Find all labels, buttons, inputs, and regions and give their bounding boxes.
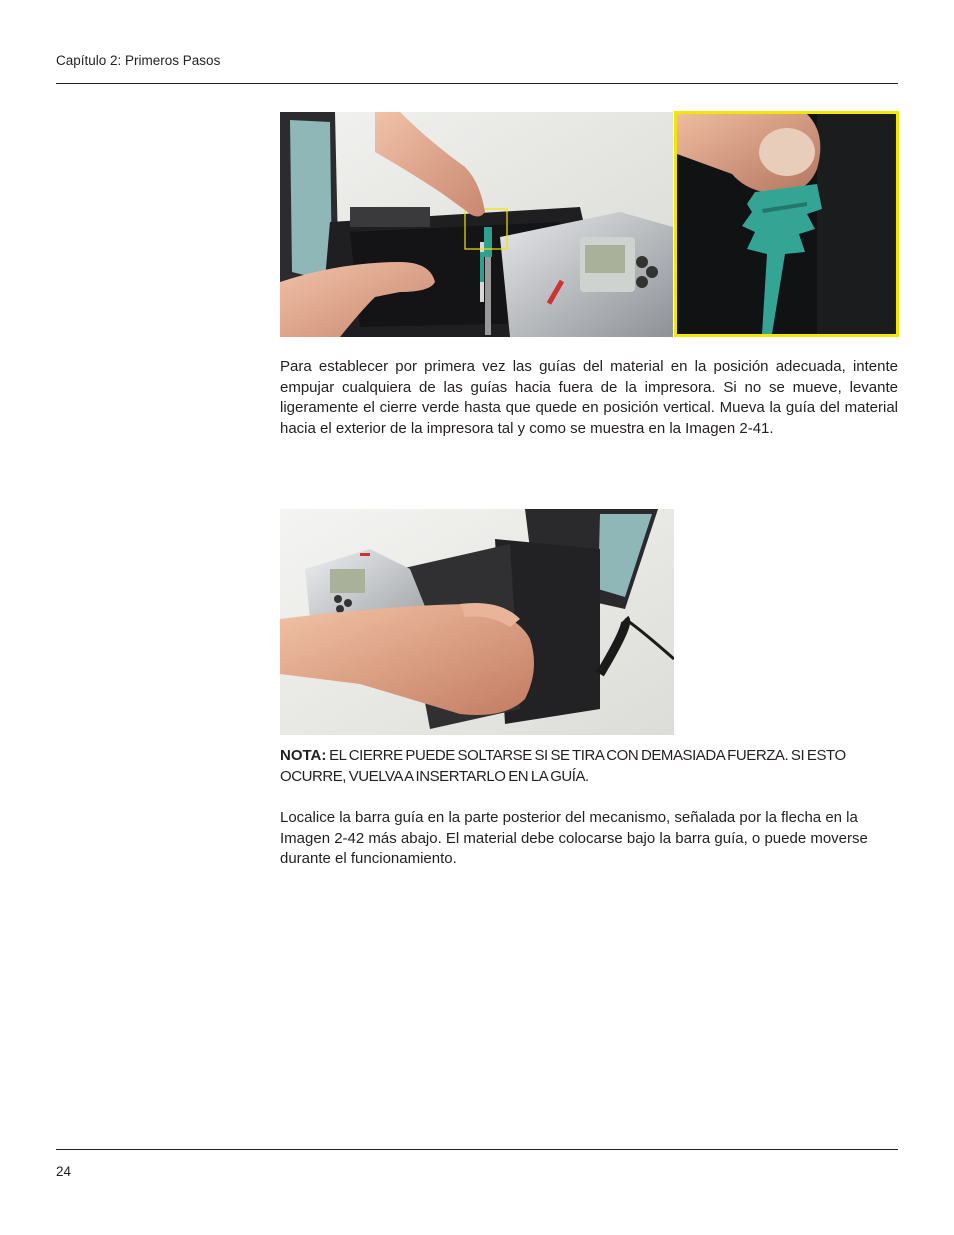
note-paragraph [280, 746, 898, 787]
figure-printer-hands-photo [280, 509, 674, 735]
printer-photo-icon [280, 509, 674, 735]
footer-rule [56, 1149, 898, 1150]
body-paragraph-guide-bar: Localice la barra guía en la parte posterior del mecanismo, señalada por la flecha en la Imagen 2-42 más abajo. El material debe colocarse bajo la barra guía, o puede moverse durante el funcionamiento. [280, 809, 868, 867]
figure-guide-closeup-photo [674, 111, 899, 337]
note-text: EL CIERRE PUEDE SOLTARSE SI SE TIRA CON DEMASIADA FUERZA. SI ESTO OCURRE, VUELVA A INSERTARLO EN LA GUÍA. [280, 747, 846, 785]
figure-printer-guide-photo [280, 112, 673, 337]
chapter-title: Capítulo 2: Primeros Pasos [56, 53, 221, 68]
header-rule [56, 83, 898, 84]
page-number: 24 [56, 1164, 72, 1179]
printer-photo-icon [280, 112, 673, 337]
note-label: NOTA: [280, 747, 327, 764]
body-paragraph-guide-setup: Para establecer por primera vez las guías del material en la posición adecuada, intente empujar cualquiera de las guías hacia fuera de la impresora. Si no se mueve, levante ligeramente el cierre verde hasta que quede en posición vertical. Mueva la guía del material hacia el exterior de la impresora tal y como se muestra en la Imagen 2-41. [280, 358, 898, 437]
media-guide-closeup-photo-icon [677, 114, 896, 334]
